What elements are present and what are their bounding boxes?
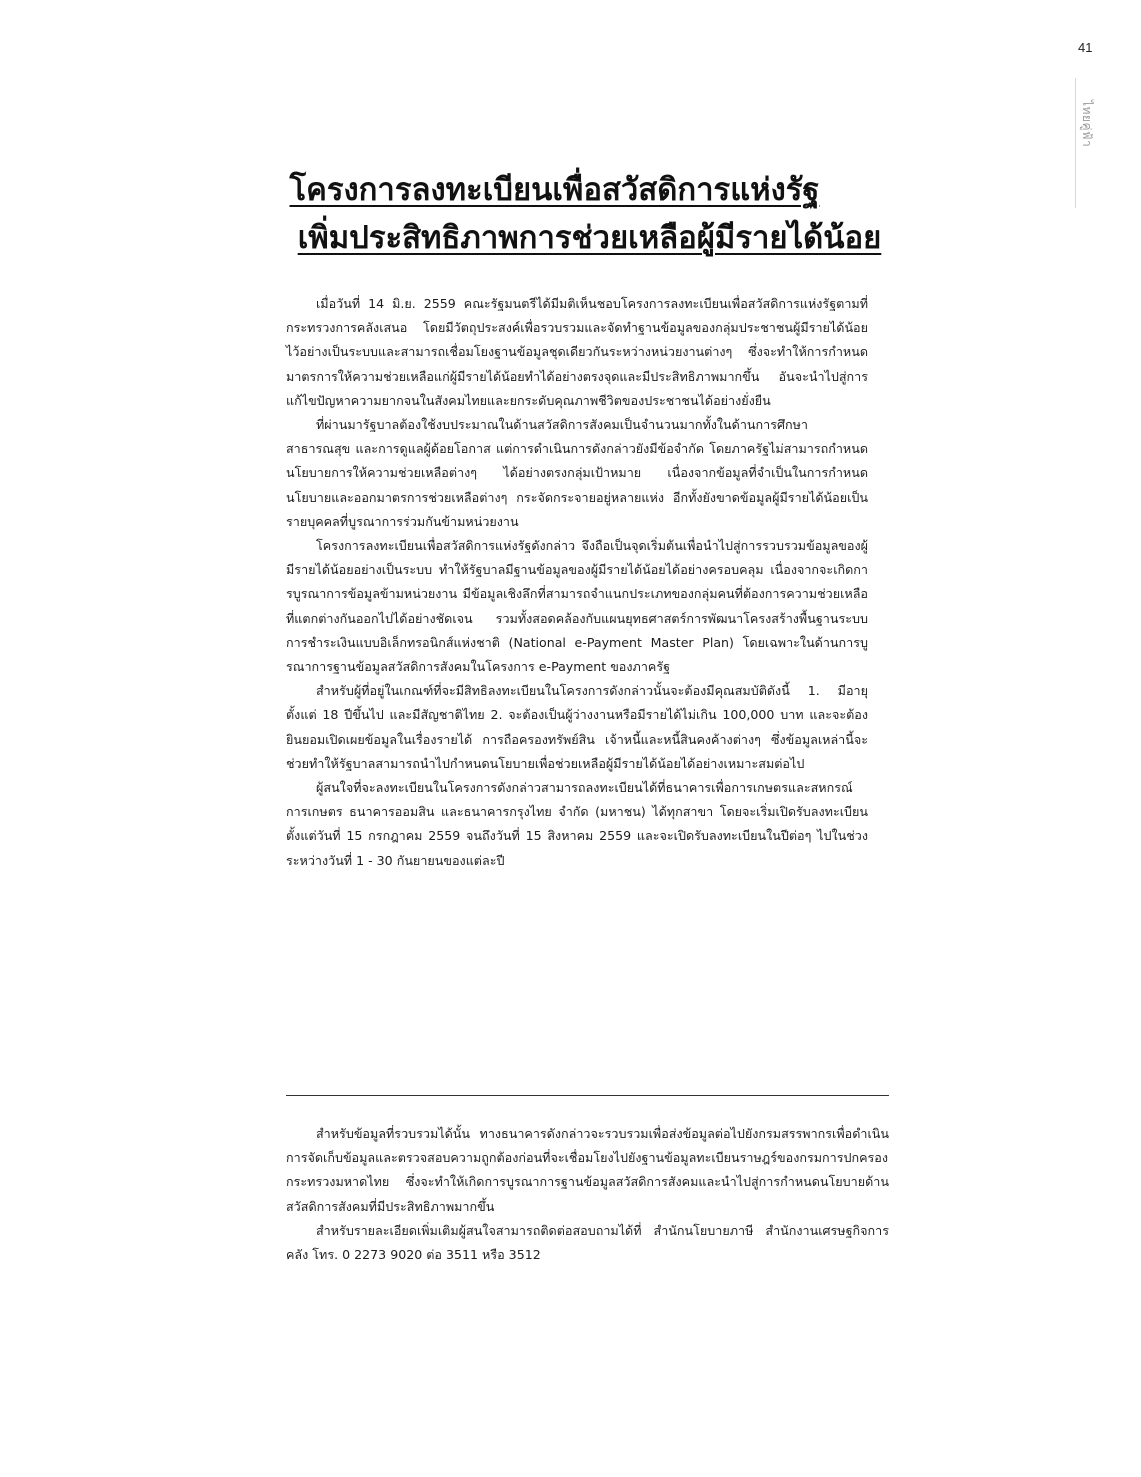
running-header: ไทยคู่ฟ้า: [1080, 100, 1094, 148]
article-body: [286, 292, 868, 873]
title-line-2-text: เพิ่มประสิทธิภาพการช่วยเหลือผู้มีรายได้น้อย: [297, 220, 882, 256]
body-paragraph: ผู้สนใจที่จะลงทะเบียนในโครงการดังกล่าวสามารถลงทะเบียนได้ที่ธนาคารเพื่อการเกษตรและสหกรณ์การเกษตร ธนาคารออมสิน และธนาคารกรุงไทย จำกัด (มหาชน) ได้ทุกสาขา โดยจะเริ่มเปิดรับลงทะเบียนตั้งแต่วันที่ 15 กรกฎาคม 2559 จนถึงวันที่ 15 สิงหาคม 2559 และจะเปิดรับลงทะเบียนในปีต่อๆ ไปในช่วงระหว่างวันที่ 1 - 30 กันยายนของแต่ละปี: [286, 780, 868, 868]
note-paragraph: สำหรับข้อมูลที่รวบรวมได้นั้น ทางธนาคารดังกล่าวจะรวบรวมเพื่อส่งข้อมูลต่อไปยังกรมสรรพากรเพื่อดำเนินการจัดเก็บข้อมูลและตรวจสอบความถูกต้องก่อนที่จะเชื่อมโยงไปยังฐานข้อมูลทะเบียนราษฎร์ของกรมการปกครอง กระทรวงมหาดไทย ซึ่งจะทำให้เกิดการบูรณาการฐานข้อมูลสวัสดิการสังคมและนำไปสู่การกำหนดนโยบายด้านสวัสดิการสังคมที่มีประสิทธิภาพมากขึ้น: [286, 1126, 889, 1214]
title-line-2: [19, 214, 1141, 262]
page-number: 41: [1078, 40, 1093, 55]
body-paragraph: ที่ผ่านมารัฐบาลต้องใช้งบประมาณในด้านสวัสดิการสังคมเป็นจำนวนมากทั้งในด้านการศึกษา สาธารณสุข และการดูแลผู้ด้อยโอกาส แต่การดำเนินการดังกล่าวยังมีข้อจำกัด โดยภาครัฐไม่สามารถกำหนดนโยบายการให้ความช่วยเหลือต่างๆ ได้อย่างตรงกลุ่มเป้าหมาย เนื่องจากข้อมูลที่จำเป็นในการกำหนดนโยบายและออกมาตรการช่วยเหลือต่างๆ กระจัดกระจายอยู่หลายแห่ง อีกทั้งยังขาดข้อมูลผู้มีรายได้น้อยเป็นรายบุคคลที่บูรณาการร่วมกันข้ามหน่วยงาน: [286, 417, 868, 529]
body-paragraph: โครงการลงทะเบียนเพื่อสวัสดิการแห่งรัฐดังกล่าว จึงถือเป็นจุดเริ่มต้นเพื่อนำไปสู่การรวบรวมข้อมูลของผู้มีรายได้น้อยอย่างเป็นระบบ ทำให้รัฐบาลมีฐานข้อมูลของผู้มีรายได้น้อยได้อย่างครอบคลุม เนื่องจากจะเกิดการบูรณาการข้อมูลข้ามหน่วยงาน มีข้อมูลเชิงลึกที่สามารถจำแนกประเภทของกลุ่มคนที่ต้องการความช่วยเหลือที่แตกต่างกันออกไปได้อย่างชัดเจน รวมทั้งสอดคล้องกับแผนยุทธศาสตร์การพัฒนาโครงสร้างพื้นฐานระบบการชำระเงินแบบอิเล็กทรอนิกส์แห่งชาติ (National e-Payment Master Plan) โดยเฉพาะในด้านการบูรณาการฐานข้อมูลสวัสดิการสังคมในโครงการ e-Payment ของภาครัฐ: [286, 538, 868, 675]
section-divider: [286, 1095, 889, 1096]
body-paragraph: สำหรับผู้ที่อยู่ในเกณฑ์ที่จะมีสิทธิลงทะเบียนในโครงการดังกล่าวนั้นจะต้องมีคุณสมบัติดังนี้ 1. มีอายุตั้งแต่ 18 ปีขึ้นไป และมีสัญชาติไทย 2. จะต้องเป็นผู้ว่างงานหรือมีรายได้ไม่เกิน 100,000 บาท และจะต้องยินยอมเปิดเผยข้อมูลในเรื่องรายได้ การถือครองทรัพย์สิน เจ้าหนี้และหนี้สินคงค้างต่างๆ ซึ่งข้อมูลเหล่านี้จะช่วยทำให้รัฐบาลสามารถนำไปกำหนดนโยบายเพื่อช่วยเหลือผู้มีรายได้น้อยได้อย่างเหมาะสมต่อไป: [286, 683, 868, 771]
body-paragraph: เมื่อวันที่ 14 มิ.ย. 2559 คณะรัฐมนตรีได้มีมติเห็นชอบโครงการลงทะเบียนเพื่อสวัสดิการแห่งรัฐตามที่กระทรวงการคลังเสนอ โดยมีวัตถุประสงค์เพื่อรวบรวมและจัดทำฐานข้อมูลของกลุ่มประชาชนผู้มีรายได้น้อยไว้อย่างเป็นระบบและสามารถเชื่อมโยงฐานข้อมูลชุดเดียวกันระหว่างหน่วยงานต่างๆ ซึ่งจะทำให้การกำหนดมาตรการให้ความช่วยเหลือแก่ผู้มีรายได้น้อยทำได้อย่างตรงจุดและมีประสิทธิภาพมากขึ้น อันจะนำไปสู่การแก้ไขปัญหาความยากจนในสังคมไทยและยกระดับคุณภาพชีวิตของประชาชนได้อย่างยั่งยืน: [286, 296, 868, 408]
note-paragraph: สำหรับรายละเอียดเพิ่มเติมผู้สนใจสามารถติดต่อสอบถามได้ที่ สำนักนโยบายภาษี สำนักงานเศรษฐกิจการคลัง โทร. 0 2273 9020 ต่อ 3511 หรือ 3512: [286, 1222, 889, 1263]
title-line-1-text: โครงการลงทะเบียนเพื่อสวัสดิการแห่งรัฐ: [289, 172, 820, 208]
closing-notes: [286, 1122, 889, 1267]
title-line-1: [0, 166, 1125, 214]
article-title: [0, 166, 1141, 262]
